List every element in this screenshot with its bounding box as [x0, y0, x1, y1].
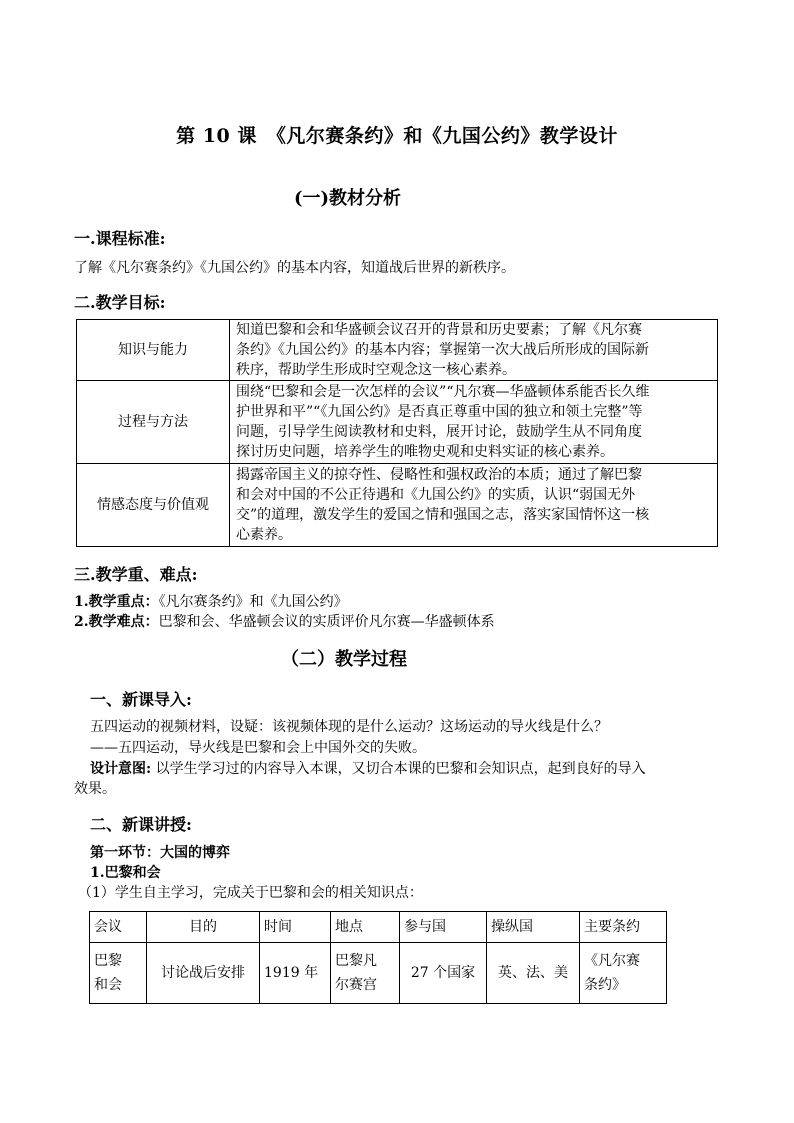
goal-key: 知识与能力: [77, 320, 230, 381]
table-row: [77, 464, 718, 547]
goal-line: 条约》《九国公约》的基本内容；掌握第一次大战后所形成的国际新: [236, 342, 649, 358]
intro-answer: ——五四运动，导火线是巴黎和会上中国外交的失败。: [90, 740, 426, 756]
difficulty-text: 巴黎和会、华盛顿会议的实质评价凡尔赛—华盛顿体系: [158, 614, 495, 630]
heading-curriculum-standard: 一.课程标准:: [74, 229, 166, 248]
col-header: 操纵国: [487, 912, 580, 943]
sub-title: 1.巴黎和会: [90, 865, 161, 881]
col-header: 会议: [90, 912, 147, 943]
goal-line: 心素养。: [236, 527, 292, 543]
design-intent-label: 设计意图:: [90, 761, 152, 777]
heading-teaching-goals: 二.教学目标:: [74, 293, 166, 312]
goal-line: 交”的道理，激发学生的爱国之情和强国之志，落实家国情怀这一核: [236, 507, 650, 523]
cell-line: 《凡尔赛: [584, 953, 640, 969]
intro-line: 五四运动的视频材料，设疑：该视频体现的是什么运动？这场运动的导火线是什么？: [90, 719, 608, 735]
table-header-row: [90, 912, 667, 943]
cell-line: 巴黎凡: [335, 953, 377, 969]
goal-line: 秩序，帮助学生形成时空观念这一核心素养。: [236, 362, 516, 378]
cell-meeting: [90, 943, 147, 1004]
goal-line: 探讨历史问题，培养学生的唯物史观和史料实证的核心素养。: [236, 444, 614, 460]
cell-purpose: 讨论战后安排: [147, 943, 260, 1004]
goal-desc: [230, 320, 718, 381]
goal-key: 过程与方法: [77, 381, 230, 464]
col-header: 参与国: [400, 912, 487, 943]
design-intent-cont: 效果。: [74, 781, 116, 797]
goal-desc: [230, 381, 718, 464]
key-point-line: [74, 592, 348, 612]
key-point-label: 1.教学重点：: [74, 594, 159, 610]
table-row: [90, 943, 667, 1004]
table-row: [77, 381, 718, 464]
col-header: 目的: [147, 912, 260, 943]
section-heading-analysis: (一)教材分析: [294, 188, 402, 209]
goal-line: 和会对中国的不公正待遇和《九国公约》的实质，认识“弱国无外: [236, 487, 636, 503]
heading-key-points: 三.教学重、难点:: [74, 565, 198, 584]
section-heading-process: （二）教学过程: [281, 649, 407, 670]
heading-lesson: 二、新课讲授:: [90, 815, 192, 834]
goal-line: 揭露帝国主义的掠夺性、侵略性和强权政治的本质；通过了解巴黎: [236, 467, 642, 483]
goal-line: 问题，引导学生阅读教材和史料，展开讨论，鼓励学生从不同角度: [236, 424, 642, 440]
cell-time: 1919 年: [260, 943, 331, 1004]
heading-intro: 一、新课导入:: [90, 690, 192, 709]
cell-line: 和会: [94, 977, 122, 993]
goal-line: 知道巴黎和会和华盛顿会议召开的背景和历史要素；了解《凡尔赛: [236, 322, 642, 338]
curriculum-standard-text: 了解《凡尔赛条约》《九国公约》的基本内容，知道战后世界的新秩序。: [74, 260, 515, 276]
col-header: 主要条约: [580, 912, 667, 943]
col-header: 地点: [331, 912, 400, 943]
paris-conference-table: [89, 911, 667, 1004]
cell-participants: 27 个国家: [400, 943, 487, 1004]
col-header: 时间: [260, 912, 331, 943]
cell-line: 尔赛宫: [335, 977, 377, 993]
difficulty-label: 2.教学难点：: [74, 614, 159, 630]
cell-line: 条约》: [584, 977, 626, 993]
cell-line: 巴黎: [94, 953, 122, 969]
key-point-text: 《凡尔赛条约》和《九国公约》: [158, 594, 348, 610]
goal-line: 围绕“巴黎和会是一次怎样的会议”“凡尔赛—华盛顿体系能否长久维: [236, 384, 650, 400]
cell-treaty: [580, 943, 667, 1004]
goals-table: [76, 319, 718, 547]
design-intent: [90, 759, 646, 779]
goal-desc: [230, 464, 718, 547]
goal-key: 情感态度与价值观: [77, 464, 230, 547]
step-title: 第一环节：大国的博弈: [90, 845, 230, 861]
task-text: （1）学生自主学习，完成关于巴黎和会的相关知识点：: [78, 885, 423, 901]
cell-place: [331, 943, 400, 1004]
page-title: 第 10 课 《凡尔赛条约》和《九国公约》教学设计: [176, 125, 618, 147]
difficulty-line: [74, 612, 495, 632]
cell-controllers: 英、法、美: [487, 943, 580, 1004]
goal-line: 护世界和平”“《九国公约》是否真正尊重中国的独立和领土完整”等: [236, 404, 643, 420]
table-row: [77, 320, 718, 381]
design-intent-text: 以学生学习过的内容导入本课，又切合本课的巴黎和会知识点，起到良好的导入: [151, 761, 646, 777]
